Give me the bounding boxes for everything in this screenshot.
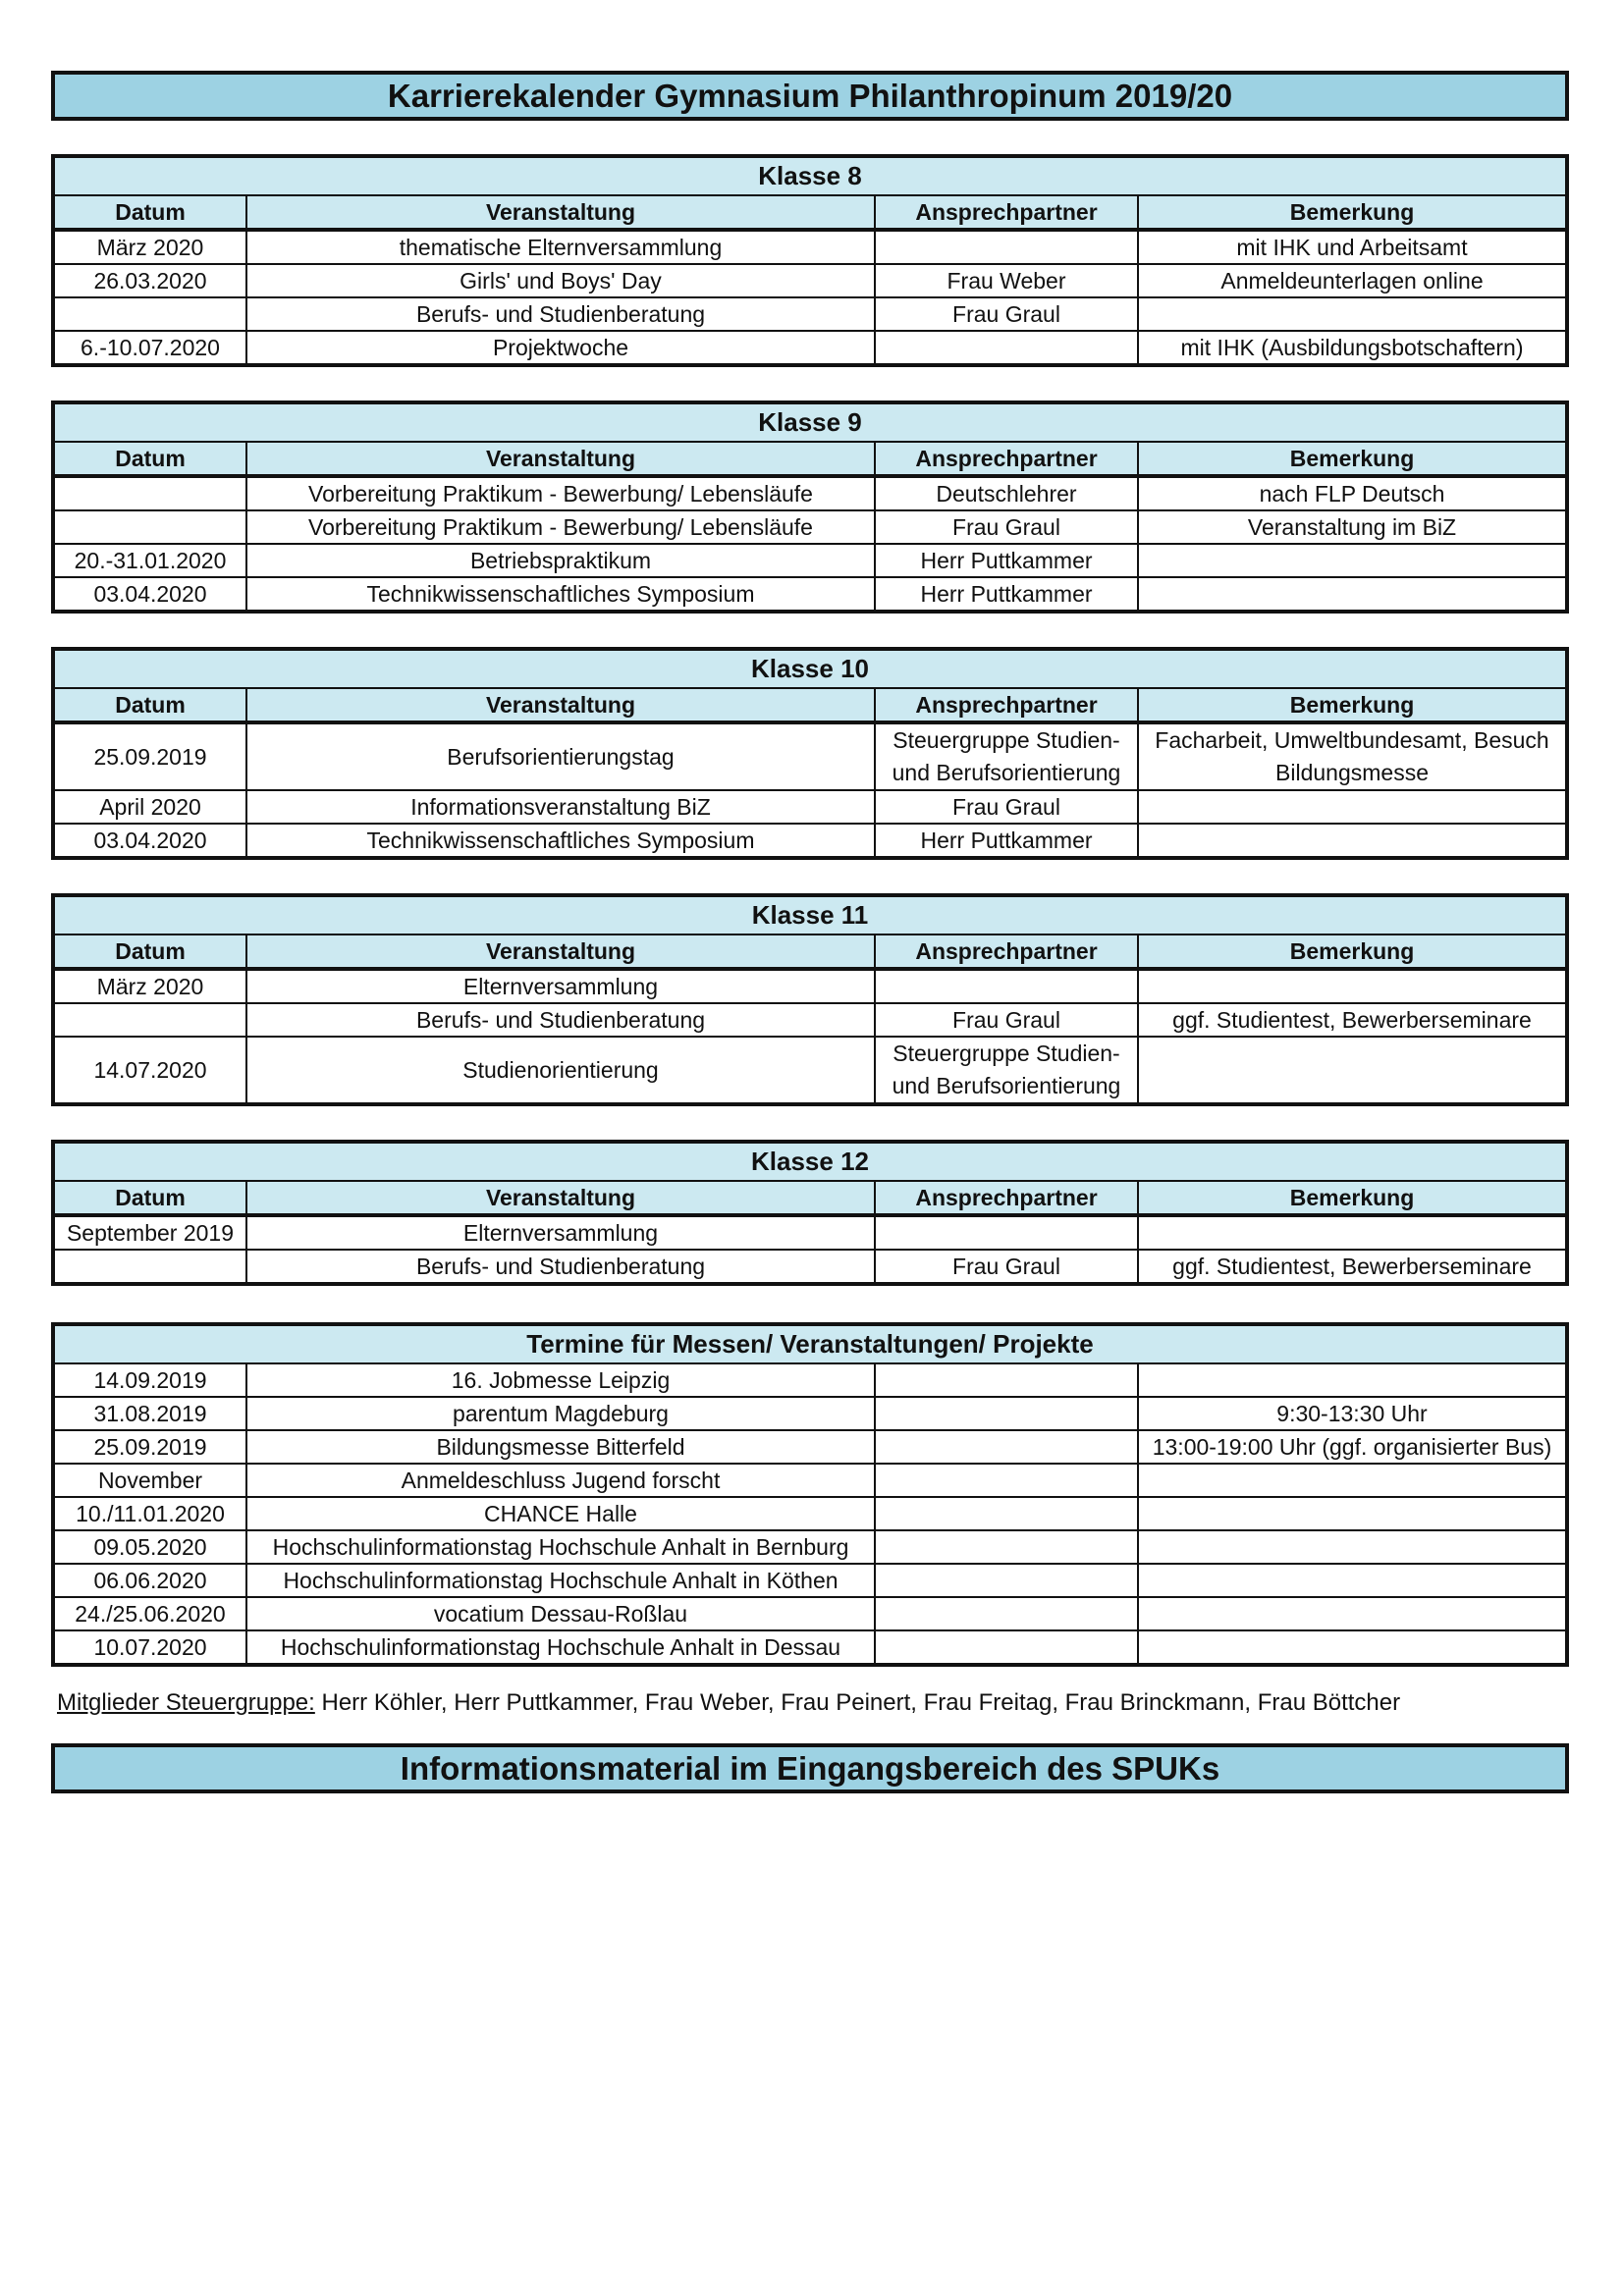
cell-bemerkung (1138, 790, 1565, 824)
cell-veranstaltung: vocatium Dessau-Roßlau (246, 1597, 875, 1630)
section-heading: Termine für Messen/ Veranstaltungen/ Projekte (55, 1326, 1565, 1364)
cell-datum: 10./11.01.2020 (55, 1497, 246, 1530)
col-header-veranstaltung: Veranstaltung (246, 196, 875, 230)
cell-bemerkung (1138, 1037, 1565, 1102)
cell-bemerkung: 9:30-13:30 Uhr (1138, 1397, 1565, 1430)
table-row (55, 824, 1565, 856)
cell-bemerkung (1138, 577, 1565, 610)
table-row (55, 1630, 1565, 1663)
cell-datum: 6.-10.07.2020 (55, 331, 246, 363)
cell-bemerkung (1138, 1630, 1565, 1663)
cell-datum (55, 1003, 246, 1037)
table-row (55, 1250, 1565, 1282)
section-heading: Klasse 8 (55, 158, 1565, 196)
cell-ansprechpartner: Herr Puttkammer (875, 577, 1138, 610)
cell-veranstaltung: parentum Magdeburg (246, 1397, 875, 1430)
cell-datum: 20.-31.01.2020 (55, 544, 246, 577)
schedule-table (55, 1182, 1565, 1282)
cell-ansprechpartner (875, 230, 1138, 264)
cell-bemerkung (1138, 1215, 1565, 1250)
cell-ansprechpartner: Herr Puttkammer (875, 544, 1138, 577)
cell-veranstaltung: Berufs- und Studienberatung (246, 297, 875, 331)
cell-veranstaltung: Hochschulinformationstag Hochschule Anhalt in Dessau (246, 1630, 875, 1663)
cell-ansprechpartner: Herr Puttkammer (875, 824, 1138, 856)
schedule-table (55, 196, 1565, 363)
table-row (55, 230, 1565, 264)
cell-bemerkung (1138, 1564, 1565, 1597)
cell-veranstaltung: Berufs- und Studienberatung (246, 1250, 875, 1282)
cell-ansprechpartner: Steuergruppe Studien- und Berufsorientierung (875, 1037, 1138, 1102)
col-header-veranstaltung: Veranstaltung (246, 1182, 875, 1215)
cell-ansprechpartner: Frau Graul (875, 790, 1138, 824)
cell-veranstaltung: CHANCE Halle (246, 1497, 875, 1530)
col-header-veranstaltung: Veranstaltung (246, 443, 875, 476)
steuergruppe-label: Mitglieder Steuergruppe: (57, 1689, 315, 1716)
cell-datum: 09.05.2020 (55, 1530, 246, 1564)
cell-ansprechpartner (875, 1497, 1138, 1530)
section-heading: Klasse 10 (55, 651, 1565, 689)
cell-ansprechpartner (875, 1364, 1138, 1397)
table-row (55, 1564, 1565, 1597)
table-row (55, 1037, 1565, 1102)
cell-bemerkung: Facharbeit, Umweltbundesamt, Besuch Bildungsmesse (1138, 722, 1565, 790)
col-header-ansprechpartner: Ansprechpartner (875, 196, 1138, 230)
cell-veranstaltung: Vorbereitung Praktikum - Bewerbung/ Lebensläufe (246, 476, 875, 510)
cell-bemerkung (1138, 544, 1565, 577)
col-header-datum: Datum (55, 1182, 246, 1215)
table-row (55, 790, 1565, 824)
cell-bemerkung (1138, 1464, 1565, 1497)
col-header-datum: Datum (55, 935, 246, 969)
col-header-ansprechpartner: Ansprechpartner (875, 443, 1138, 476)
schedule-table (55, 443, 1565, 610)
table-row (55, 510, 1565, 544)
section-termine (51, 1322, 1569, 1667)
col-header-datum: Datum (55, 196, 246, 230)
cell-veranstaltung: Vorbereitung Praktikum - Bewerbung/ Lebensläufe (246, 510, 875, 544)
cell-datum (55, 510, 246, 544)
col-header-bemerkung: Bemerkung (1138, 1182, 1565, 1215)
info-banner: Informationsmaterial im Eingangsbereich des SPUKs (51, 1743, 1569, 1793)
cell-datum: 10.07.2020 (55, 1630, 246, 1663)
table-row (55, 577, 1565, 610)
table-row (55, 544, 1565, 577)
cell-bemerkung: ggf. Studientest, Bewerberseminare (1172, 1254, 1532, 1279)
cell-datum: März 2020 (55, 230, 246, 264)
cell-bemerkung: 13:00-19:00 Uhr (ggf. organisierter Bus) (1138, 1430, 1565, 1464)
table-row (55, 297, 1565, 331)
cell-veranstaltung: Studienorientierung (246, 1037, 875, 1102)
col-header-ansprechpartner: Ansprechpartner (875, 689, 1138, 722)
table-row (55, 264, 1565, 297)
cell-ansprechpartner (875, 1597, 1138, 1630)
page-title: Karrierekalender Gymnasium Philanthropinum 2019/20 (51, 71, 1569, 121)
cell-veranstaltung: Informationsveranstaltung BiZ (246, 790, 875, 824)
table-row (55, 476, 1565, 510)
col-header-datum: Datum (55, 443, 246, 476)
events-table (55, 1364, 1565, 1663)
cell-ansprechpartner: Frau Graul (875, 297, 1138, 331)
section-klasse-10 (51, 647, 1569, 860)
cell-bemerkung (1138, 1530, 1565, 1564)
col-header-veranstaltung: Veranstaltung (246, 689, 875, 722)
cell-bemerkung: ggf. Studientest, Bewerberseminare (1138, 1003, 1565, 1037)
cell-veranstaltung: Berufsorientierungstag (246, 722, 875, 790)
table-row (55, 1397, 1565, 1430)
cell-ansprechpartner (875, 1430, 1138, 1464)
col-header-bemerkung: Bemerkung (1138, 443, 1565, 476)
cell-bemerkung: mit IHK (Ausbildungsbotschaftern) (1180, 335, 1524, 360)
cell-datum (55, 297, 246, 331)
table-row (55, 1430, 1565, 1464)
cell-datum: 06.06.2020 (55, 1564, 246, 1597)
cell-datum (55, 1250, 246, 1282)
section-heading: Klasse 9 (55, 404, 1565, 443)
col-header-bemerkung: Bemerkung (1138, 196, 1565, 230)
section-klasse-11 (51, 893, 1569, 1106)
cell-datum: 26.03.2020 (55, 264, 246, 297)
steuergruppe-members: Herr Köhler, Herr Puttkammer, Frau Weber, Frau Peinert, Frau Freitag, Frau Brinckmann, Frau Böttcher (321, 1689, 1401, 1716)
table-row (55, 1464, 1565, 1497)
col-header-ansprechpartner: Ansprechpartner (875, 1182, 1138, 1215)
cell-veranstaltung: Technikwissenschaftliches Symposium (246, 824, 875, 856)
section-klasse-9 (51, 400, 1569, 614)
cell-ansprechpartner (875, 1630, 1138, 1663)
table-row (55, 1597, 1565, 1630)
cell-datum: 14.07.2020 (55, 1037, 246, 1102)
cell-bemerkung: mit IHK und Arbeitsamt (1138, 230, 1565, 264)
cell-veranstaltung: Elternversammlung (246, 1215, 875, 1250)
cell-bemerkung: nach FLP Deutsch (1138, 476, 1565, 510)
cell-datum: 25.09.2019 (55, 1430, 246, 1464)
table-row (55, 1215, 1565, 1250)
cell-bemerkung (1138, 1364, 1565, 1397)
cell-ansprechpartner: Frau Graul (875, 1003, 1138, 1037)
cell-veranstaltung: Hochschulinformationstag Hochschule Anhalt in Bernburg (246, 1530, 875, 1564)
col-header-ansprechpartner: Ansprechpartner (875, 935, 1138, 969)
cell-bemerkung: Veranstaltung im BiZ (1138, 510, 1565, 544)
cell-ansprechpartner (875, 1215, 1138, 1250)
schedule-table (55, 689, 1565, 856)
cell-veranstaltung: Projektwoche (246, 331, 875, 363)
cell-datum: 24./25.06.2020 (55, 1597, 246, 1630)
table-row (55, 969, 1565, 1003)
cell-ansprechpartner (875, 331, 1138, 363)
cell-ansprechpartner: Steuergruppe Studien- und Berufsorientierung (875, 722, 1138, 790)
cell-datum: März 2020 (55, 969, 246, 1003)
cell-veranstaltung: Betriebspraktikum (246, 544, 875, 577)
cell-datum: 03.04.2020 (55, 824, 246, 856)
cell-bemerkung (1138, 297, 1565, 331)
cell-bemerkung (1138, 824, 1565, 856)
cell-veranstaltung: thematische Elternversammlung (246, 230, 875, 264)
cell-bemerkung: Anmeldeunterlagen online (1138, 264, 1565, 297)
col-header-veranstaltung: Veranstaltung (246, 935, 875, 969)
cell-ansprechpartner: Frau Graul (875, 1250, 1138, 1282)
table-row (55, 1497, 1565, 1530)
col-header-datum: Datum (55, 689, 246, 722)
cell-datum: November (55, 1464, 246, 1497)
col-header-bemerkung: Bemerkung (1138, 935, 1565, 969)
steuergruppe-note (57, 1689, 1400, 1717)
cell-datum: 31.08.2019 (55, 1397, 246, 1430)
cell-datum: 14.09.2019 (55, 1364, 246, 1397)
cell-veranstaltung: 16. Jobmesse Leipzig (246, 1364, 875, 1397)
section-heading: Klasse 11 (55, 897, 1565, 935)
table-row (55, 1003, 1565, 1037)
cell-ansprechpartner: Frau Weber (875, 264, 1138, 297)
section-klasse-12 (51, 1140, 1569, 1286)
table-row (55, 722, 1565, 790)
cell-ansprechpartner (875, 1530, 1138, 1564)
cell-veranstaltung: Berufs- und Studienberatung (246, 1003, 875, 1037)
cell-datum: September 2019 (55, 1215, 246, 1250)
cell-bemerkung (1138, 1497, 1565, 1530)
table-row (55, 1530, 1565, 1564)
cell-ansprechpartner (875, 969, 1138, 1003)
section-klasse-8 (51, 154, 1569, 367)
table-row (55, 1364, 1565, 1397)
col-header-bemerkung: Bemerkung (1138, 689, 1565, 722)
cell-veranstaltung: Bildungsmesse Bitterfeld (246, 1430, 875, 1464)
cell-datum: 03.04.2020 (55, 577, 246, 610)
section-heading: Klasse 12 (55, 1144, 1565, 1182)
cell-bemerkung (1138, 1597, 1565, 1630)
cell-veranstaltung: Technikwissenschaftliches Symposium (246, 577, 875, 610)
cell-ansprechpartner: Deutschlehrer (875, 476, 1138, 510)
cell-datum: April 2020 (55, 790, 246, 824)
cell-veranstaltung: Girls' und Boys' Day (246, 264, 875, 297)
table-row (55, 331, 1565, 363)
cell-veranstaltung: Hochschulinformationstag Hochschule Anhalt in Köthen (246, 1564, 875, 1597)
cell-datum: 25.09.2019 (55, 722, 246, 790)
cell-ansprechpartner (875, 1464, 1138, 1497)
cell-datum (55, 476, 246, 510)
cell-ansprechpartner (875, 1564, 1138, 1597)
cell-ansprechpartner (875, 1397, 1138, 1430)
cell-veranstaltung: Elternversammlung (246, 969, 875, 1003)
schedule-table (55, 935, 1565, 1102)
cell-bemerkung (1138, 969, 1565, 1003)
cell-veranstaltung: Anmeldeschluss Jugend forscht (246, 1464, 875, 1497)
cell-ansprechpartner: Frau Graul (875, 510, 1138, 544)
